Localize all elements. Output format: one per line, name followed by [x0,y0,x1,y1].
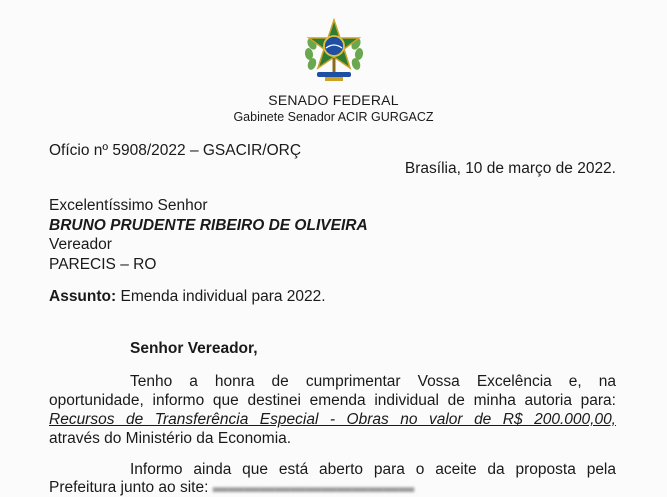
letter-reference: Ofício nº 5908/2022 – GSACIR/ORÇ [49,142,302,159]
paragraph-2-line-2-cut-off [49,479,414,497]
coat-of-arms-emblem [303,18,365,84]
paragraph-1-line-1: Tenho a honra de cumprimentar Vossa Excelência e, na [130,373,616,390]
recipient-name: BRUNO PRUDENTE RIBEIRO DE OLIVEIRA [49,216,368,234]
letter-date: Brasília, 10 de março de 2022. [404,160,616,177]
paragraph-1-line-3: Recursos de Transferência Especial - Obras no valor de R$ 200.000,00, [49,411,616,428]
subject-label: Assunto: [49,288,117,305]
office-name: Gabinete Senador ACIR GURGACZ [233,110,434,124]
body-paragraph-2 [49,460,616,479]
body-paragraph-1 [49,372,616,448]
organization-name: SENADO FEDERAL [268,92,399,108]
recipient-role: Vereador [49,236,112,253]
recipient-block [49,196,368,274]
subject-line [49,288,326,306]
recipient-greeting: Excelentíssimo Senhor [49,197,208,214]
salutation: Senhor Vereador, [130,340,258,357]
paragraph-1-line-2: oportunidade, informo que destinei emenda individual de minha autoria para: [49,392,616,409]
blurred-website: ▬▬▬▬▬▬▬▬▬▬▬▬▬ [212,479,415,496]
paragraph-1-line-4: através do Ministério da Economia. [49,430,292,447]
subject-text: Emenda individual para 2022. [120,288,326,305]
recipient-location: PARECIS – RO [49,255,157,273]
paragraph-2-line-2-start: Prefeitura junto ao site: [49,479,209,496]
paragraph-2-line-1: Informo ainda que está aberto para o aceite da proposta pela [130,461,616,478]
